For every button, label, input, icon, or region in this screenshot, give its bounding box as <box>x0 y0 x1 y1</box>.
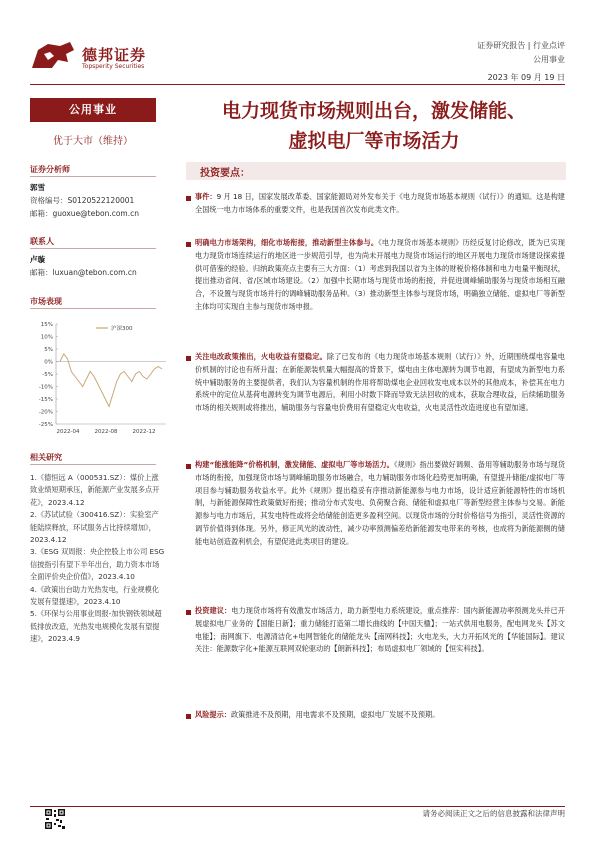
point-architecture: 明确电力市场架构，细化市场衔接，推动新型主体参与。《电力现货市场基本规则》历经反复讨论修改，既为已实现电力现货市场连续运行的地区进一步规范引导，也为尚未开展电力现货市场运行的地区开展电力现货市场建设探索提供可借鉴的经验。归纳政策亮点主要有三大方面：（1）考虑到我国以省为主体的财税价格体制和电力电量平衡现状，提出推动省间、省/区域市场建设。（2）加强中长期市场与现货市场的衔接，并促进调峰辅助服务与现货市场相互融合，不设置与现货市场并行的调峰辅助服务品种。（3）推动新型主体参与现货市场，明确独立储能、虚拟电厂等新型主体均可实现自主参与现货市场申报。 <box>195 238 565 311</box>
bullet-icon <box>186 196 191 201</box>
analyst-name: 郭雪 <box>30 183 45 192</box>
x-tick-label: 2022-08 <box>94 429 118 435</box>
related-item[interactable]: 3.《ESG 双周报：央企控股上市公司 ESG 信披指引有望下半年出台，助力资本市场全面评价央企价值》，2023.4.10 <box>30 547 165 582</box>
analyst-email: 邮箱：guoxue@tebon.com.cn <box>30 209 139 218</box>
point-price-mechanism: 构建“能涨能降”价格机制，激发储能、虚拟电厂等市场活力。《规则》指出要做好调频、备用等辅助服务市场与现货市场的衔接，加强现货市场与调峰辅助服务市场融合，电力辅助服务市场化趋势更加明确，有望提升储能/虚拟电厂等项目参与辅助服务收益水平。此外《规则》提出稳妥有序推动新能源参与电力市场，设计适应新能源特性的市场机制，与新能源保障性政策做好衔接；推动分布式发电、负荷聚合商、储能和虚拟电厂等新型经营主体参与交易。新能源参与电力市场后，其发电特性或将会给储能创造更多盈利空间。以现货市场的分时价格信号为指引，灵活性资源的调节价值得到体现。另外，修正风光的波动性，减少功率预测偏差给新能源发电带来的考核，也成将为新能源侧的储能电站创造盈利机会，有望促进此类项目的建设。 <box>195 460 566 546</box>
header-divider <box>30 84 565 85</box>
y-tick-label: 15% <box>40 322 53 328</box>
invest-heading: 投资要点： <box>200 168 250 179</box>
contact-title: 联系人 <box>30 237 54 246</box>
y-tick-label: -25% <box>38 422 53 428</box>
company-logo <box>30 40 170 74</box>
market-divider <box>30 308 156 309</box>
rating-text: 优于大市（维持） <box>53 136 133 147</box>
analyst-cert: 资格编号：S0120522120001 <box>30 196 135 205</box>
related-title: 相关研究 <box>30 453 62 462</box>
related-item[interactable]: 4.《政策出台助力光热发电，行业规模化发展有望提速》，2023.4.10 <box>30 584 160 607</box>
market-title: 市场表现 <box>30 297 62 306</box>
analyst-title: 证券分析师 <box>30 165 70 174</box>
footer-disclaimer: 请务必阅读正文之后的信息披露和法律声明 <box>422 809 565 818</box>
report-date: 2023 年 09 月 19 日 <box>487 73 565 82</box>
y-tick-label: -15% <box>38 397 53 403</box>
y-tick-label: 10% <box>40 334 53 341</box>
footer-divider <box>30 806 565 807</box>
bullet-icon <box>186 464 191 469</box>
bullet-icon <box>186 242 191 247</box>
point-event: 事件：9 月 18 日，国家发展改革委、国家能源局对外发布关于《电力现货市场基本规则（试行）》的通知。这是构建全国统一电力市场体系的重要文件，也是我国首次发布此类文件。 <box>195 192 565 214</box>
y-tick-label: -20% <box>38 409 53 416</box>
y-tick-label: 5% <box>44 347 53 353</box>
report-title-line2: 虚拟电厂等市场活力 <box>288 130 460 152</box>
report-title-line1: 电力现货市场规则出台，激发储能、 <box>221 100 526 122</box>
bullet-icon <box>186 356 191 361</box>
qr-code-icon <box>44 808 66 830</box>
related-list <box>30 472 165 646</box>
market-performance-chart <box>30 318 170 446</box>
y-tick-label: 0% <box>44 359 53 366</box>
report-type: 证券研究报告 | 行业点评 <box>477 41 565 50</box>
related-item[interactable]: 1.《德恒远 A（000531.SZ）：煤价上涨致业绩短期承压，新能源产业发展多点开花》，2023.4.12 <box>30 473 160 507</box>
point-risk: 风险提示：政策推进不及预期，用电需求不及预期，虚拟电厂发展不及预期。 <box>195 710 440 719</box>
y-tick-label: -5% <box>42 372 53 378</box>
point-policy: 关注电改政策推出，火电收益有望稳定。除了已发布的《电力现货市场基本规则（试行）》外，近期围绕煤电容量电价机制的讨论也有所升温；在新能源装机量大幅提高的背景下，煤电由主体电源转为调节电源，有望成为新型电力系统中辅助服务的主要提供者，我们认为容量机制的作用将帮助煤电企业回收发电成本以外的其他成本，补偿其在电力系统中的定位从基荷电源转变为调节电源后，利用小时数下降而导致无法回收的成本，获取合理收益，后续辅助服务市场的相关规则或将推出，辅助服务与容量电价费用有望稳定火电收益，火电灵活性改造进度也有望加速。 <box>195 352 565 413</box>
logo-en-text: Topsperity Securities <box>82 63 145 70</box>
related-divider <box>30 464 156 465</box>
bullet-icon <box>186 610 191 615</box>
contact-name: 卢璇 <box>30 255 45 264</box>
point-investment: 投资建议：电力现货市场将有效激发市场活力，助力新型电力系统建设，重点推荐：国内新能源功率预测龙头并已开展虚拟电厂业务的【国能日新】；重力储能打造第二增长曲线的【中国天楹】；一站式供用电服务，配电网龙头【苏文电能】；南网旗下、电源清洁化+电网智能化的储能龙头【南网科技】；火电龙头，大力开拓风光的【华能国际】。建议关注：能源数字化+能源互联网双轮驱动的【朗新科技】；布局虚拟电厂领域的【恒实科技】。 <box>195 606 565 654</box>
related-item[interactable]: 5.《环保与公用事业周报-加快钢铁领域超低排放改造，光热发电规模化发展有望提速》，2023.4.9 <box>30 609 162 644</box>
contact-email: 邮箱：luxuan@tebon.com.cn <box>30 268 137 277</box>
logo-cn-text: 德邦证券 <box>82 46 147 64</box>
bullet-icon <box>186 714 191 719</box>
analyst-divider <box>30 176 156 177</box>
invest-heading-bar <box>186 162 566 180</box>
contact-divider <box>30 248 156 249</box>
tiger-logo-icon <box>30 40 76 72</box>
report-sector: 公用事业 <box>533 55 565 64</box>
industry-box: 公用事业 <box>30 98 156 122</box>
x-tick-label: 2022-04 <box>56 429 80 435</box>
series-line <box>60 354 162 407</box>
legend-label: 沪深300 <box>111 326 133 332</box>
x-tick-label: 2022-12 <box>132 429 156 435</box>
related-item[interactable]: 2.《苏试试验（300416.SZ）：实验室产能陆续释放，环试服务占比持续增加》，2023.4.12 <box>30 510 159 545</box>
y-tick-label: -10% <box>38 384 53 391</box>
